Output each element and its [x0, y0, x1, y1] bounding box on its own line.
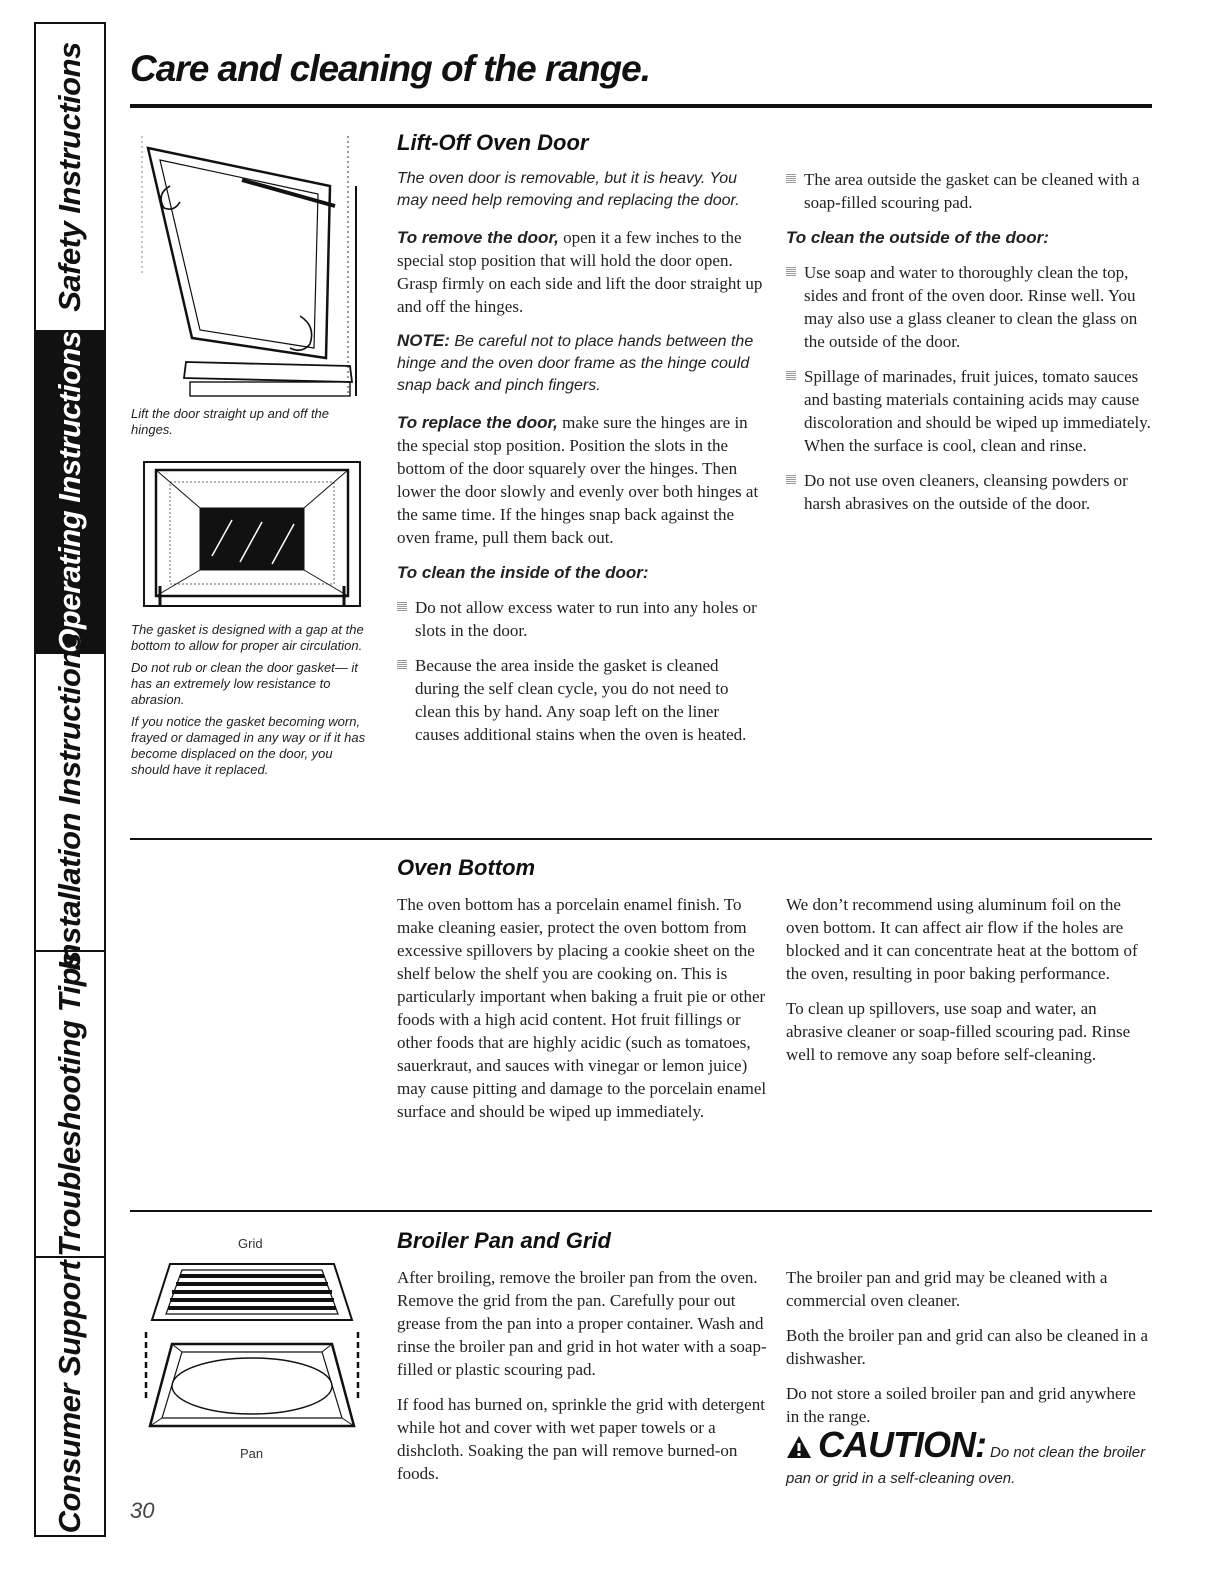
bullet-icon [786, 173, 796, 183]
bullet-item [786, 261, 1152, 353]
section-heading-lift-off-door: Lift-Off Oven Door [397, 130, 589, 155]
tab-label: Safety Instructions [52, 42, 87, 312]
lift-off-door-column-1 [397, 168, 767, 758]
tab-label: Troubleshooting Tips [52, 951, 87, 1257]
replace-door-lead: To replace the door, [397, 413, 558, 432]
door-lift-illustration [130, 126, 370, 406]
bullet-icon [786, 370, 796, 380]
remove-door-paragraph [397, 226, 767, 318]
intro-note: The oven door is removable, but it is heavy. You may need help removing and replacing the door. [397, 170, 740, 209]
oven-bottom-paragraph: The oven bottom has a porcelain enamel finish. To make cleaning easier, protect the oven bottom from excessive spillovers by placing a cookie sheet on the shelf below the shelf you are cooking on. This is particularly important when baking a fruit pie or other foods with a high acid content. Hot fruit fillings or other foods that are highly acidic (such as tomatoes, sauerkraut, and sauces with vinegar or lemon juice) may cause pitting and damage to the porcelain enamel surface and should be wiped up immediately. [397, 895, 767, 1121]
note-text: Be careful not to place hands between the hinge and the oven door frame as the hinge could snap back and pinch fingers. [397, 333, 754, 394]
side-tab-strip [34, 22, 106, 1537]
broiler-pan-illustration [140, 1252, 365, 1442]
broiler-paragraph: Do not store a soiled broiler pan and grid anywhere in the range. [786, 1384, 1136, 1426]
remove-door-lead: To remove the door, [397, 228, 559, 247]
bullet-text: The area outside the gasket can be cleaned with a soap-filled scouring pad. [804, 170, 1140, 212]
caution-label: CAUTION: [818, 1424, 986, 1465]
grid-label: Grid [238, 1236, 263, 1251]
caution-block [786, 1424, 1152, 1492]
gasket-caption: Do not rub or clean the door gasket— it has an extremely low resistance to abrasion. [131, 660, 358, 707]
broiler-paragraph: The broiler pan and grid may be cleaned with a commercial oven cleaner. [786, 1268, 1108, 1310]
bullet-item [786, 168, 1152, 214]
bullet-text: Use soap and water to thoroughly clean the top, sides and front of the oven door. Rinse well. You may also use a glass cleaner to clean the glass on the outside of the door. [804, 263, 1138, 351]
inside-door-heading: To clean the inside of the door: [397, 563, 649, 582]
title-rule [130, 104, 1152, 108]
note-paragraph [397, 330, 767, 397]
broiler-paragraph: After broiling, remove the broiler pan from the oven. Remove the grid from the pan. Carefully pour out grease from the pan into a proper container. Wash and rinse the broiler pan and grid in hot water with a soap-filled or plastic scouring pad. [397, 1268, 767, 1379]
remove-door-text: open it a few inches to the special stop position that will hold the door open. Grasp firmly on each side and lift the door straight up and off the hinges. [397, 228, 763, 316]
gasket-captions [131, 622, 371, 784]
bullet-item [397, 654, 767, 746]
bullet-item [786, 469, 1152, 515]
bullet-icon [397, 601, 407, 611]
tab-troubleshooting-tips[interactable] [36, 952, 104, 1258]
bullet-icon [786, 266, 796, 276]
oven-bottom-paragraph: To clean up spillovers, use soap and water, an abrasive cleaner or soap-filled scouring pad. Rinse well to remove any soap before self-cleaning. [786, 999, 1131, 1064]
replace-door-text: make sure the hinges are in the special stop position. Position the slots in the bottom of the door squarely over the hinges. Then lower the door slowly and evenly over both hinges at the same time. If the hinges snap back against the oven frame, pull them back out. [397, 413, 759, 547]
gasket-caption: If you notice the gasket becoming worn, frayed or damaged in any way or if it has become displaced on the door, you should have it replaced. [131, 714, 366, 777]
bullet-text: Spillage of marinades, fruit juices, tomato sauces and basting materials containing acids may cause discoloration and should be wiped up immediately. When the surface is cool, clean and rinse. [804, 367, 1151, 455]
oven-bottom-column-2 [786, 893, 1152, 1078]
section-heading-broiler: Broiler Pan and Grid [397, 1228, 611, 1253]
page-title: Care and cleaning of the range. [130, 48, 651, 89]
note-lead: NOTE: [397, 331, 450, 350]
oven-bottom-paragraph: We don’t recommend using aluminum foil on the oven bottom. It can affect air flow if the holes are blocked and it can concentrate heat at the bottom of the oven, resulting in poor baking performance. [786, 895, 1138, 983]
figure-caption: Lift the door straight up and off the hinges. [131, 406, 330, 437]
bullet-item [397, 596, 767, 642]
broiler-paragraph: Both the broiler pan and grid can also be cleaned in a dishwasher. [786, 1326, 1149, 1368]
tab-safety-instructions[interactable] [36, 24, 104, 332]
outside-door-heading: To clean the outside of the door: [786, 228, 1049, 247]
bullet-text: Do not use oven cleaners, cleansing powders or harsh abrasives on the outside of the door. [804, 471, 1128, 513]
broiler-column-1 [397, 1266, 767, 1497]
tab-installation-instructions[interactable] [36, 633, 104, 971]
tab-label: Installation Instructions [52, 633, 87, 971]
tab-label: Consumer Support [52, 1260, 87, 1533]
broiler-column-2 [786, 1266, 1152, 1440]
bullet-item [786, 365, 1152, 457]
bullet-text: Do not allow excess water to run into any holes or slots in the door. [415, 598, 757, 640]
bullet-text: Because the area inside the gasket is cleaned during the self clean cycle, you do not need to clean this by hand. Any soap left on the liner causes additional stains when the oven is heated. [415, 656, 747, 744]
gasket-caption: The gasket is designed with a gap at the bottom to allow for proper air circulation. [131, 622, 364, 653]
caution-text: Do not clean the broiler pan or grid in a self-cleaning oven. [786, 1444, 1146, 1487]
tab-consumer-support[interactable] [36, 1258, 104, 1535]
page-number: 30 [130, 1498, 155, 1523]
replace-door-paragraph [397, 411, 767, 549]
pan-label: Pan [240, 1446, 264, 1461]
section-divider [130, 838, 1152, 840]
warning-icon [786, 1435, 812, 1459]
broiler-paragraph: If food has burned on, sprinkle the grid with detergent while hot and cover with wet paper towels or a dishcloth. Soaking the pan will remove burned-on foods. [397, 1395, 765, 1483]
oven-bottom-column-1 [397, 893, 767, 1135]
tab-label: Operating Instructions [52, 331, 87, 653]
lift-off-door-column-2 [786, 168, 1152, 527]
section-divider [130, 1210, 1152, 1212]
bullet-icon [397, 659, 407, 669]
gasket-illustration [140, 460, 365, 608]
section-heading-oven-bottom: Oven Bottom [397, 855, 536, 880]
tab-operating-instructions[interactable] [36, 332, 104, 654]
bullet-icon [786, 474, 796, 484]
